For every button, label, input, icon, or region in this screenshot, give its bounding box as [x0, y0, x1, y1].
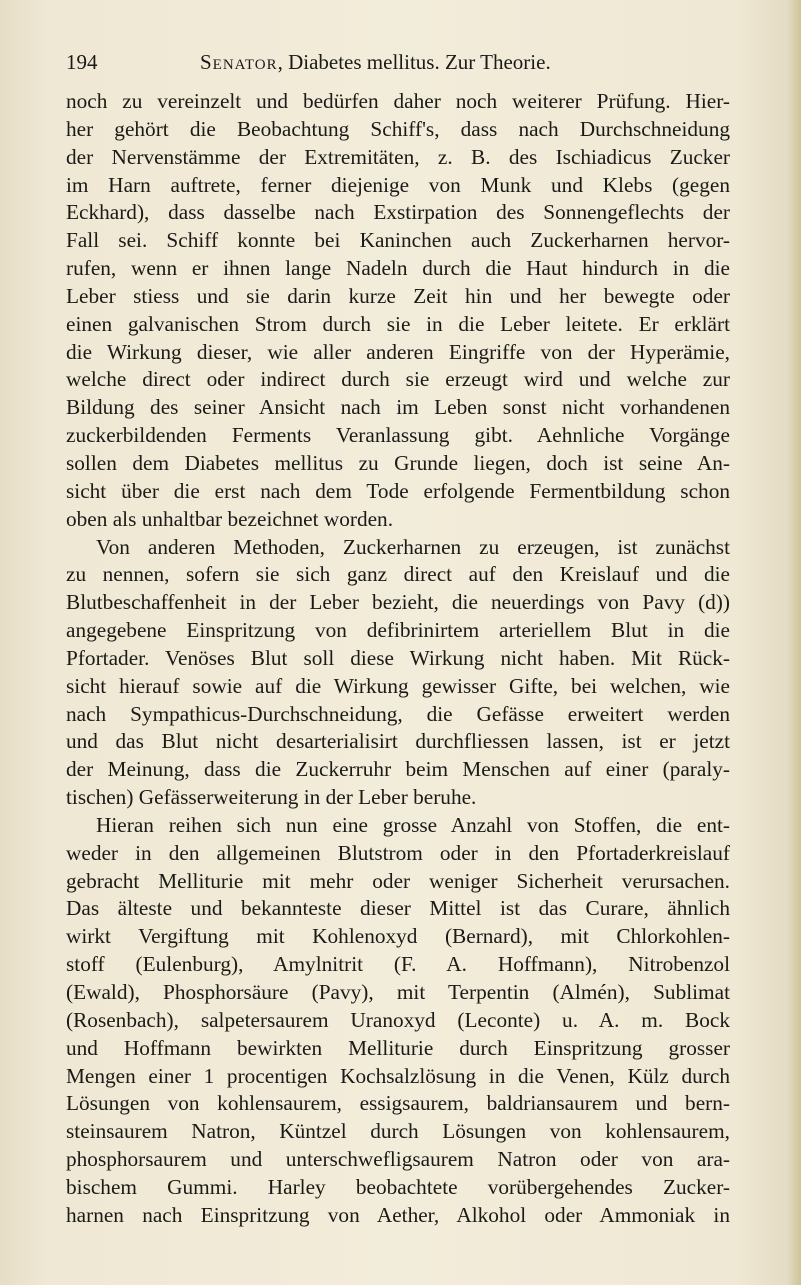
text-line: einen galvanischen Strom durch sie in die Leber leitete. Er erklärt	[66, 311, 730, 336]
text-line: im Harn auftrete, ferner diejenige von Munk und Klebs (gegen	[66, 172, 730, 197]
text-line: sicht über die erst nach dem Tode erfolgende Fermentbildung schon	[66, 478, 730, 503]
text-line: harnen nach Einspritzung von Aether, Alkohol oder Ammoniak in	[66, 1202, 730, 1227]
page-number: 194	[66, 50, 98, 74]
text-line: zu nennen, sofern sie sich ganz direct auf den Kreislauf und die	[66, 562, 730, 587]
running-head-author: Senator	[200, 50, 278, 74]
text-line: der Meinung, dass die Zuckerruhr beim Menschen auf einer (paraly-	[66, 757, 730, 782]
text-line: Lösungen von kohlensaurem, essigsaurem, baldriansaurem und bern-	[66, 1091, 730, 1116]
text-line: stoff (Eulenburg), Amylnitrit (F. A. Hoffmann), Nitrobenzol	[66, 952, 730, 977]
text-line: phosphorsaurem und unterschwefligsaurem Natron oder von ara-	[66, 1147, 730, 1172]
text-line: Blutbeschaffenheit in der Leber bezieht, die neuerdings von Pavy (d))	[66, 590, 730, 615]
text-line: weder in den allgemeinen Blutstrom oder in den Pfortaderkreislauf	[66, 840, 730, 865]
body-text	[66, 88, 730, 1230]
running-head	[200, 50, 551, 75]
text-line: wirkt Vergiftung mit Kohlenoxyd (Bernard), mit Chlorkohlen-	[66, 924, 730, 949]
text-line: bischem Gummi. Harley beobachtete vorübergehendes Zucker-	[66, 1174, 730, 1199]
text-line: Eckhard), dass dasselbe nach Exstirpation des Sonnengeflechts der	[66, 200, 730, 225]
text-line: Mengen einer 1 procentigen Kochsalzlösung in die Venen, Külz durch	[66, 1063, 730, 1088]
text-line: tischen) Gefässerweiterung in der Leber beruhe.	[66, 785, 477, 810]
text-line: (Ewald), Phosphorsäure (Pavy), mit Terpentin (Almén), Sublimat	[66, 980, 730, 1004]
text-line: und Hoffmann bewirkten Melliturie durch Einspritzung grosser	[66, 1035, 730, 1060]
text-line: sicht hierauf sowie auf die Wirkung gewisser Gifte, bei welchen, wie	[66, 673, 730, 698]
text-line: Das älteste und bekannteste dieser Mittel ist das Curare, ähnlich	[66, 896, 730, 921]
text-line: Hieran reihen sich nun eine grosse Anzahl von Stoffen, die ent-	[96, 812, 730, 837]
text-line: angegebene Einspritzung von defibrinirtem arteriellem Blut in die	[66, 618, 730, 643]
text-line: nach Sympathicus-Durchschneidung, die Gefässe erweitert werden	[66, 701, 730, 726]
text-line: Bildung des seiner Ansicht nach im Leben sonst nicht vorhandenen	[66, 395, 730, 420]
text-line: sollen dem Diabetes mellitus zu Grunde liegen, doch ist seine An-	[66, 450, 730, 475]
text-line: welche direct oder indirect durch sie erzeugt wird und welche zur	[66, 367, 730, 392]
text-line: Pfortader. Venöses Blut soll diese Wirkung nicht haben. Mit Rück-	[66, 645, 730, 670]
text-line: rufen, wenn er ihnen lange Nadeln durch die Haut hindurch in die	[66, 256, 730, 281]
text-line: noch zu vereinzelt und bedürfen daher noch weiterer Prüfung. Hier-	[66, 89, 730, 113]
page-header	[66, 50, 726, 84]
text-line: und das Blut nicht desarterialisirt durchfliessen lassen, ist er jetzt	[66, 729, 730, 754]
text-line: steinsaurem Natron, Küntzel durch Lösungen von kohlensaurem,	[66, 1119, 730, 1144]
text-line: der Nervenstämme der Extremitäten, z. B. des Ischiadicus Zucker	[66, 144, 730, 169]
text-line: Fall sei. Schiff konnte bei Kaninchen auch Zuckerharnen hervor-	[66, 228, 730, 253]
text-line: Leber stiess und sie darin kurze Zeit hin und her bewegte oder	[66, 283, 730, 308]
text-line: Von anderen Methoden, Zuckerharnen zu erzeugen, ist zunächst	[96, 534, 730, 559]
page-edge-shadow	[787, 0, 801, 1285]
text-line: die Wirkung dieser, wie aller anderen Eingriffe von der Hyperämie,	[66, 339, 730, 364]
text-line: zuckerbildenden Ferments Veranlassung gibt. Aehnliche Vorgänge	[66, 423, 730, 448]
text-line: her gehört die Beobachtung Schiff's, dass nach Durchschneidung	[66, 116, 730, 141]
running-head-title: , Diabetes mellitus. Zur Theorie.	[277, 50, 551, 74]
text-line: oben als unhaltbar bezeichnet worden.	[66, 506, 394, 531]
text-line: gebracht Melliturie mit mehr oder weniger Sicherheit verursachen.	[66, 868, 730, 893]
text-line: (Rosenbach), salpetersaurem Uranoxyd (Leconte) u. A. m. Bock	[66, 1007, 730, 1032]
